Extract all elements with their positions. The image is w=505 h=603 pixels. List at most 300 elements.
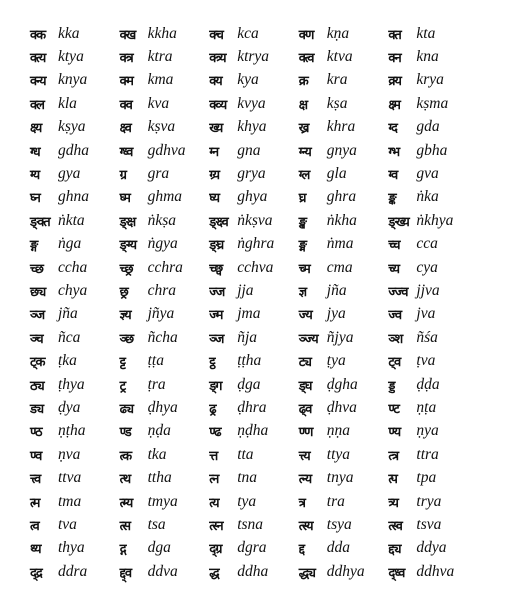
- transliteration: kṇa: [326, 24, 350, 42]
- conjunct-entry: [299, 139, 389, 162]
- transliteration: ddhya: [326, 562, 365, 580]
- devanagari-conjunct: क्य: [209, 74, 222, 90]
- devanagari-conjunct: ग्न्य: [298, 144, 311, 160]
- conjunct-entry: [388, 303, 478, 326]
- conjunct-entry: [299, 279, 389, 302]
- devanagari-conjunct: ग्व: [388, 168, 398, 184]
- transliteration: ddhva: [416, 562, 455, 580]
- devanagari-conjunct: छ्र: [119, 284, 128, 300]
- transliteration: ṅkhya: [416, 211, 454, 229]
- conjunct-entry: [30, 349, 120, 372]
- transliteration: khra: [326, 118, 356, 136]
- conjunct-entry: [120, 537, 210, 560]
- conjunct-entry: [30, 45, 120, 68]
- transliteration: tmya: [147, 492, 178, 510]
- transliteration: knya: [58, 71, 88, 89]
- transliteration: kma: [147, 71, 174, 89]
- transliteration: ghya: [237, 188, 268, 206]
- conjunct-entry: [209, 186, 299, 209]
- transliteration: ttha: [147, 469, 172, 487]
- transliteration: dga: [147, 539, 171, 557]
- conjunct-entry: [388, 279, 478, 302]
- devanagari-conjunct: क्व: [119, 97, 132, 113]
- devanagari-conjunct: त्क: [119, 448, 132, 464]
- transliteration: ṅma: [326, 235, 354, 253]
- devanagari-conjunct: ट्ठ: [209, 355, 215, 371]
- transliteration: ccha: [58, 258, 88, 276]
- transliteration: krya: [416, 71, 444, 89]
- conjunct-entry: [388, 373, 478, 396]
- devanagari-conjunct: क्त्व: [298, 51, 314, 67]
- devanagari-conjunct: ड्य: [30, 401, 44, 417]
- conjunct-entry: [30, 139, 120, 162]
- conjunct-entry: [299, 513, 389, 536]
- transliteration: kṣma: [416, 94, 449, 112]
- devanagari-conjunct: त्न: [209, 472, 219, 488]
- devanagari-conjunct: च्च: [388, 238, 400, 254]
- transliteration: kkha: [147, 24, 177, 42]
- devanagari-conjunct: च्छ्र: [119, 261, 133, 277]
- devanagari-conjunct: ज्य: [298, 308, 312, 324]
- transliteration: ttya: [326, 445, 351, 463]
- devanagari-conjunct: ग्भ: [388, 144, 400, 160]
- transliteration: gdha: [58, 141, 89, 159]
- conjunct-entry: [209, 560, 299, 583]
- conjunct-entry: [388, 490, 478, 513]
- conjunct-entry: [388, 162, 478, 185]
- transliteration: jja: [237, 281, 254, 299]
- conjunct-entry: [30, 209, 120, 232]
- conjunct-entry: [299, 69, 389, 92]
- devanagari-conjunct: ढ्र: [209, 401, 216, 417]
- conjunct-entry: [388, 537, 478, 560]
- transliteration: cchra: [147, 258, 183, 276]
- transliteration: gla: [326, 165, 347, 183]
- conjunct-entry: [388, 22, 478, 45]
- devanagari-conjunct: ग्र्य: [209, 168, 220, 184]
- transliteration: ñjya: [326, 328, 354, 346]
- transliteration: kra: [326, 71, 348, 89]
- devanagari-conjunct: द्ग: [119, 542, 126, 558]
- transliteration: cma: [326, 258, 353, 276]
- transliteration: khya: [237, 118, 267, 136]
- devanagari-conjunct: च्छ्व: [209, 261, 223, 277]
- conjunct-entry: [388, 116, 478, 139]
- transliteration: ttva: [58, 469, 82, 487]
- devanagari-conjunct: ङ्क्ष: [119, 214, 136, 230]
- transliteration: kya: [237, 71, 259, 89]
- transliteration: dgra: [237, 539, 267, 557]
- devanagari-conjunct: ङ्क्त: [30, 214, 50, 230]
- transliteration: ḍhya: [147, 398, 178, 416]
- transliteration: tta: [237, 445, 254, 463]
- conjunct-entry: [120, 45, 210, 68]
- conjunct-entry: [299, 349, 389, 372]
- transliteration: ktra: [147, 48, 173, 66]
- transliteration: grya: [237, 165, 266, 183]
- conjunct-entry: [120, 466, 210, 489]
- devanagari-conjunct: क्त्र्य: [209, 51, 226, 67]
- transliteration: ṭka: [58, 352, 77, 370]
- transliteration: gya: [58, 165, 81, 183]
- devanagari-conjunct: त्त्य: [298, 448, 310, 464]
- transliteration: ghra: [326, 188, 357, 206]
- conjunct-entry: [209, 466, 299, 489]
- conjunct-entry: [209, 513, 299, 536]
- conjunct-entry: [120, 373, 210, 396]
- transliteration: ñśa: [416, 328, 438, 346]
- devanagari-conjunct: ण्व: [30, 448, 42, 464]
- conjunct-entry: [388, 396, 478, 419]
- transliteration: ñcha: [147, 328, 178, 346]
- devanagari-conjunct: त्य: [209, 495, 219, 511]
- conjunct-entry: [299, 326, 389, 349]
- conjunct-entry: [30, 373, 120, 396]
- conjunct-entry: [209, 116, 299, 139]
- devanagari-conjunct: ङ्क: [388, 191, 396, 207]
- devanagari-conjunct: ङ्ग्य: [119, 238, 137, 254]
- devanagari-conjunct: क्व्य: [209, 97, 227, 113]
- devanagari-conjunct: ग्ध्व: [119, 144, 133, 160]
- devanagari-conjunct: त्र: [298, 495, 305, 511]
- transliteration: tsna: [237, 515, 264, 533]
- conjunct-entry: [209, 490, 299, 513]
- transliteration: ḍya: [58, 398, 81, 416]
- transliteration: ṇṭa: [416, 398, 437, 416]
- conjunct-entry: [388, 466, 478, 489]
- conjunct-entry: [209, 162, 299, 185]
- transliteration: gbha: [416, 141, 448, 159]
- devanagari-conjunct: ग्य: [30, 168, 40, 184]
- transliteration: ṇṇa: [326, 422, 351, 440]
- devanagari-conjunct: द्द्य: [388, 542, 401, 558]
- devanagari-conjunct: ट्क: [30, 355, 45, 371]
- conjunct-entry: [299, 396, 389, 419]
- transliteration: ṭṭha: [237, 352, 262, 370]
- conjunct-entry: [30, 537, 120, 560]
- conjunct-entry: [388, 45, 478, 68]
- devanagari-conjunct: क्र: [298, 74, 308, 90]
- conjunct-entry: [120, 420, 210, 443]
- transliteration: ghna: [58, 188, 89, 206]
- transliteration: ktya: [58, 48, 84, 66]
- conjunct-entry: [30, 162, 120, 185]
- conjunct-entry: [299, 560, 389, 583]
- devanagari-conjunct: ङ्क्ष्व: [209, 214, 228, 230]
- transliteration: ṅkha: [326, 211, 357, 229]
- devanagari-conjunct: ङ्ख्य: [388, 214, 409, 230]
- conjunct-entry: [299, 373, 389, 396]
- devanagari-conjunct: त्त: [209, 448, 218, 464]
- devanagari-conjunct: ट्य: [298, 355, 311, 371]
- devanagari-conjunct: च्म: [298, 261, 310, 277]
- transliteration: ñja: [237, 328, 257, 346]
- devanagari-conjunct: ण्ट: [388, 401, 399, 417]
- transliteration: ṇya: [416, 422, 439, 440]
- conjunct-entry: [209, 279, 299, 302]
- devanagari-conjunct: थ्य: [30, 542, 41, 558]
- devanagari-conjunct: ञ्ज: [30, 308, 45, 324]
- conjunct-entry: [299, 45, 389, 68]
- conjunct-entry: [388, 513, 478, 536]
- transliteration: tva: [58, 515, 77, 533]
- conjunct-entry: [209, 420, 299, 443]
- conjunct-table: [30, 22, 478, 583]
- transliteration: ḍhra: [237, 398, 267, 416]
- devanagari-conjunct: ग्न: [209, 144, 219, 160]
- devanagari-conjunct: क्त्य: [30, 51, 46, 67]
- conjunct-entry: [388, 233, 478, 256]
- conjunct-entry: [299, 162, 389, 185]
- conjunct-entry: [299, 303, 389, 326]
- devanagari-conjunct: ङ्ग: [30, 238, 38, 254]
- transliteration: kvya: [237, 94, 266, 112]
- devanagari-conjunct: ज्ञ्य: [119, 308, 131, 324]
- conjunct-entry: [209, 349, 299, 372]
- conjunct-entry: [209, 22, 299, 45]
- devanagari-conjunct: क्क: [30, 27, 46, 43]
- transliteration: ṅga: [58, 235, 82, 253]
- devanagari-conjunct: ज्व: [388, 308, 402, 324]
- devanagari-conjunct: घ्म: [119, 191, 130, 207]
- conjunct-entry: [30, 560, 120, 583]
- devanagari-conjunct: ट्व: [388, 355, 401, 371]
- devanagari-conjunct: त्स्न: [209, 518, 223, 534]
- transliteration: kṣa: [326, 94, 348, 112]
- transliteration: gra: [147, 165, 170, 183]
- conjunct-entry: [299, 209, 389, 232]
- devanagari-conjunct: त्त्व: [30, 472, 41, 488]
- conjunct-entry: [388, 560, 478, 583]
- transliteration: chya: [58, 281, 88, 299]
- transliteration: tna: [237, 469, 257, 487]
- conjunct-entry: [388, 186, 478, 209]
- transliteration: chra: [147, 281, 177, 299]
- transliteration: ṭva: [416, 352, 436, 370]
- conjunct-entry: [299, 537, 389, 560]
- transliteration: gva: [416, 165, 439, 183]
- conjunct-entry: [388, 420, 478, 443]
- transliteration: ddra: [58, 562, 88, 580]
- conjunct-entry: [30, 396, 120, 419]
- conjunct-entry: [388, 209, 478, 232]
- devanagari-conjunct: त्थ: [119, 472, 131, 488]
- transliteration: gda: [416, 118, 440, 136]
- conjunct-entry: [30, 513, 120, 536]
- transliteration: ḍḍa: [416, 375, 440, 393]
- conjunct-entry: [120, 513, 210, 536]
- transliteration: tsva: [416, 515, 442, 533]
- devanagari-conjunct: ञ्छ: [119, 331, 134, 347]
- transliteration: jjva: [416, 281, 440, 299]
- devanagari-conjunct: छ्य: [30, 284, 46, 300]
- conjunct-entry: [120, 490, 210, 513]
- transliteration: ṭya: [326, 352, 346, 370]
- transliteration: ṅghra: [237, 235, 275, 253]
- conjunct-entry: [299, 443, 389, 466]
- transliteration: jñya: [147, 305, 175, 323]
- conjunct-entry: [120, 326, 210, 349]
- devanagari-conjunct: ग्द: [388, 121, 397, 137]
- conjunct-entry: [120, 139, 210, 162]
- conjunct-entry: [30, 22, 120, 45]
- transliteration: kta: [416, 24, 436, 42]
- transliteration: cchva: [237, 258, 274, 276]
- transliteration: ddya: [416, 539, 447, 557]
- transliteration: kla: [58, 94, 77, 112]
- conjunct-entry: [209, 45, 299, 68]
- devanagari-conjunct: द्ग्र: [209, 542, 222, 558]
- conjunct-entry: [388, 69, 478, 92]
- transliteration: tsa: [147, 515, 166, 533]
- conjunct-entry: [30, 443, 120, 466]
- transliteration: ṅkṣa: [147, 211, 177, 229]
- transliteration: ṭra: [147, 375, 166, 393]
- conjunct-entry: [30, 116, 120, 139]
- devanagari-conjunct: ड्ड: [388, 378, 395, 394]
- conjunct-entry: [299, 92, 389, 115]
- devanagari-conjunct: क्र्य: [388, 74, 401, 90]
- devanagari-conjunct: त्म्य: [119, 495, 133, 511]
- transliteration: jma: [237, 305, 261, 323]
- devanagari-conjunct: ज्ज्व: [388, 284, 408, 300]
- devanagari-conjunct: च्य: [388, 261, 400, 277]
- conjunct-entry: [120, 256, 210, 279]
- transliteration: tnya: [326, 469, 354, 487]
- conjunct-entry: [120, 443, 210, 466]
- conjunct-entry: [209, 139, 299, 162]
- conjunct-entry: [120, 303, 210, 326]
- transliteration: kca: [237, 24, 259, 42]
- conjunct-entry: [120, 22, 210, 45]
- conjunct-entry: [120, 349, 210, 372]
- conjunct-entry: [30, 186, 120, 209]
- conjunct-entry: [388, 92, 478, 115]
- conjunct-entry: [30, 69, 120, 92]
- transliteration: ḍgha: [326, 375, 358, 393]
- conjunct-entry: [299, 466, 389, 489]
- devanagari-conjunct: ण्ठ: [30, 425, 42, 441]
- devanagari-conjunct: ण्ड: [119, 425, 131, 441]
- transliteration: ṇva: [58, 445, 81, 463]
- devanagari-conjunct: ज्ञ: [298, 284, 307, 300]
- conjunct-entry: [299, 22, 389, 45]
- devanagari-conjunct: ठ्य: [30, 378, 44, 394]
- conjunct-entry: [299, 490, 389, 513]
- transliteration: ddva: [147, 562, 178, 580]
- devanagari-conjunct: क्त: [388, 27, 401, 43]
- devanagari-conjunct: ञ्ज्य: [298, 331, 318, 347]
- devanagari-conjunct: क्त्र: [119, 51, 133, 67]
- conjunct-entry: [388, 443, 478, 466]
- devanagari-conjunct: ख्र: [298, 121, 309, 137]
- conjunct-entry: [30, 279, 120, 302]
- conjunct-entry: [388, 139, 478, 162]
- conjunct-entry: [209, 443, 299, 466]
- devanagari-conjunct: द्ध: [209, 565, 219, 581]
- devanagari-conjunct: ङ्म: [298, 238, 307, 254]
- devanagari-conjunct: ञ्ज: [209, 331, 224, 347]
- devanagari-conjunct: क्ष्म: [388, 97, 400, 113]
- devanagari-conjunct: क्ष्व: [119, 121, 131, 137]
- conjunct-entry: [299, 116, 389, 139]
- transliteration: ṭhya: [58, 375, 85, 393]
- transliteration: ktrya: [237, 48, 270, 66]
- transliteration: ḍhva: [326, 398, 357, 416]
- devanagari-conjunct: घ्न: [30, 191, 40, 207]
- conjunct-entry: [120, 92, 210, 115]
- transliteration: kva: [147, 94, 170, 112]
- conjunct-entry: [30, 466, 120, 489]
- transliteration: tra: [326, 492, 345, 510]
- devanagari-conjunct: ज्ज: [209, 284, 225, 300]
- transliteration: cya: [416, 258, 438, 276]
- devanagari-conjunct: क्ण: [298, 27, 314, 43]
- conjunct-entry: [30, 256, 120, 279]
- conjunct-entry: [209, 537, 299, 560]
- conjunct-entry: [299, 233, 389, 256]
- devanagari-conjunct: ग्र: [119, 168, 126, 184]
- devanagari-conjunct: ढ्य: [119, 401, 133, 417]
- devanagari-conjunct: द्द्व: [119, 565, 132, 581]
- conjunct-entry: [120, 233, 210, 256]
- conjunct-entry: [209, 209, 299, 232]
- conjunct-entry: [120, 279, 210, 302]
- conjunct-entry: [120, 209, 210, 232]
- transliteration: kṣya: [58, 118, 86, 136]
- conjunct-entry: [209, 303, 299, 326]
- transliteration: trya: [416, 492, 442, 510]
- transliteration: ḍga: [237, 375, 261, 393]
- transliteration: ṇḍha: [237, 422, 269, 440]
- conjunct-entry: [30, 92, 120, 115]
- devanagari-conjunct: क्ल: [30, 97, 44, 113]
- devanagari-conjunct: क्ख: [119, 27, 136, 43]
- transliteration: dda: [326, 539, 351, 557]
- transliteration: gdhva: [147, 141, 186, 159]
- conjunct-entry: [30, 326, 120, 349]
- conjunct-entry: [30, 490, 120, 513]
- conjunct-entry: [30, 420, 120, 443]
- conjunct-entry: [30, 233, 120, 256]
- devanagari-conjunct: ङ्घ्र: [209, 238, 224, 254]
- devanagari-conjunct: ट्र: [119, 378, 126, 394]
- transliteration: jña: [326, 281, 347, 299]
- transliteration: ñca: [58, 328, 81, 346]
- transliteration: jña: [58, 305, 78, 323]
- devanagari-conjunct: क्म: [119, 74, 133, 90]
- conjunct-entry: [120, 116, 210, 139]
- devanagari-conjunct: क्ष्य: [30, 121, 42, 137]
- conjunct-entry: [209, 326, 299, 349]
- conjunct-entry: [209, 256, 299, 279]
- conjunct-entry: [299, 256, 389, 279]
- devanagari-conjunct: ट्ट: [119, 355, 125, 371]
- conjunct-entry: [30, 303, 120, 326]
- transliteration: gna: [237, 141, 261, 159]
- devanagari-conjunct: क्न: [388, 51, 401, 67]
- devanagari-conjunct: त्न्य: [298, 472, 312, 488]
- conjunct-entry: [388, 256, 478, 279]
- devanagari-conjunct: ञ्च: [30, 331, 43, 347]
- devanagari-conjunct: ख्य: [209, 121, 223, 137]
- conjunct-entry: [120, 186, 210, 209]
- devanagari-conjunct: द्द्र: [30, 565, 42, 581]
- devanagari-conjunct: त्र्य: [388, 495, 398, 511]
- conjunct-entry: [299, 186, 389, 209]
- transliteration: ṭṭa: [147, 352, 164, 370]
- devanagari-conjunct: क्च: [209, 27, 223, 43]
